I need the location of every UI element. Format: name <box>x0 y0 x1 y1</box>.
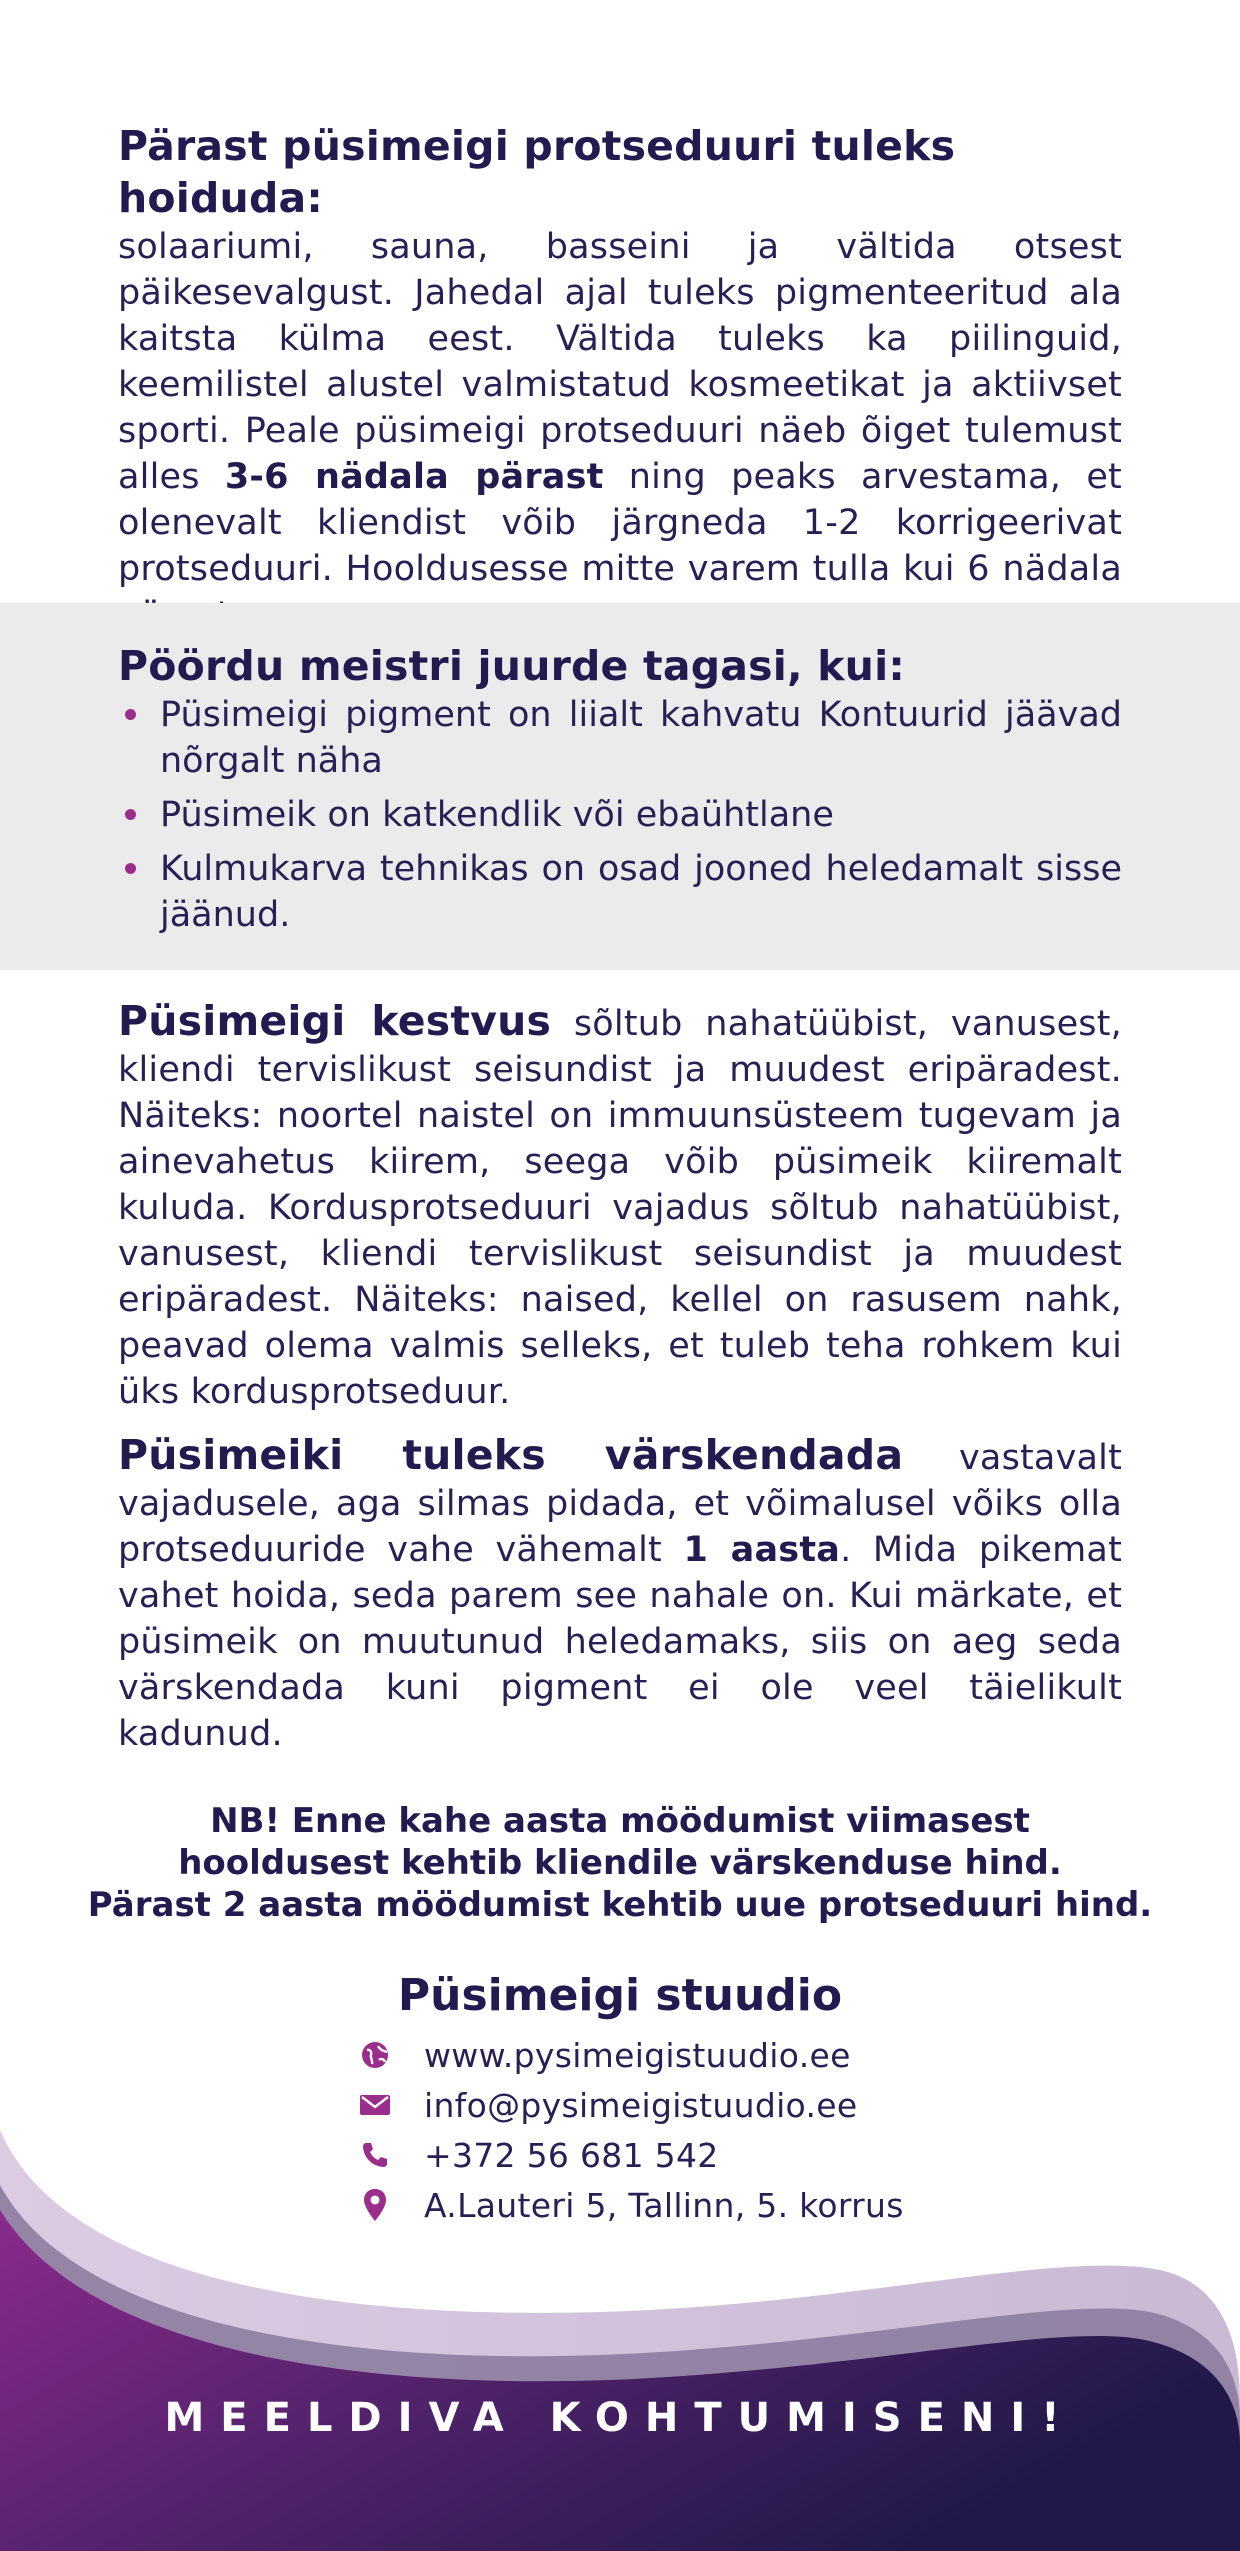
refresh-highlight: 1 aasta <box>683 1530 841 1570</box>
refresh-section <box>118 1432 1122 1757</box>
bullet-icon <box>125 709 136 720</box>
bullet-icon <box>125 809 136 820</box>
list-item: Püsimeigi pigment on liialt kahvatu Kontuurid jäävad nõrgalt näha <box>118 692 1122 784</box>
list-item: Püsimeik on katkendlik või ebaühtlane <box>118 792 1122 838</box>
duration-section <box>118 998 1122 1415</box>
after-care-section <box>118 120 1122 638</box>
contact-phone[interactable]: +372 56 681 542 <box>358 2130 904 2180</box>
contact-list <box>358 2030 904 2230</box>
refresh-text: Püsimeiki tuleks värskendada vastavalt vajadusele, aga silmas pidada, et võimalusel võiks olla protseduuride vahe vähemalt 1 aasta. Mida pikemat vahet hoida, seda parem see nahale on. Kui märkate, et püsimeik on muutunud heledamaks, siis on aeg seda värskendada kuni pigment ei ole veel täielikult kadunud. <box>118 1431 1122 1754</box>
duration-lead: Püsimeigi kestvus <box>118 997 552 1045</box>
price-notice: NB! Enne kahe aasta möödumist viimasest hooldusest kehtib kliendile värskenduse hind. Pärast 2 aasta möödumist kehtib uue protseduuri hind. <box>87 1801 1153 1925</box>
studio-name: Püsimeigi stuudio <box>397 1970 843 2021</box>
return-section <box>118 640 1122 946</box>
contact-website[interactable]: www.pysimeigistuudio.ee <box>358 2030 904 2080</box>
duration-text: Püsimeigi kestvus sõltub nahatüübist, vanusest, kliendi tervislikust seisundist ja muudest eripäradest. Näiteks: noortel naistel on immuunsüsteem tugevam ja ainevahetus kiirem, seega võib püsimeik kiiremalt kuluda. Kordusprotseduuri vajadus sõltub nahatüübist, vanusest, kliendi tervislikust seisundist ja muudest eripäradest. Näiteks: naised, kellel on rasusem nahk, peavad olema valmis selleks, et tuleb teha rohkem kui üks kordusprotseduur. <box>118 997 1122 1412</box>
return-list <box>118 692 1122 938</box>
location-pin-icon <box>358 2188 392 2222</box>
contact-email[interactable]: info@pysimeigistuudio.ee <box>358 2080 904 2130</box>
bullet-icon <box>125 863 136 874</box>
envelope-icon <box>358 2088 392 2122</box>
after-care-heading: Pärast püsimeigi protseduuri tuleks hoiduda: <box>118 122 956 222</box>
phone-icon <box>358 2138 392 2172</box>
list-item: Kulmukarva tehnikas on osad jooned heledamalt sisse jäänud. <box>118 846 1122 938</box>
after-care-text: solaariumi, sauna, basseini ja vältida otsest päikesevalgust. Jahedal ajal tuleks pigmenteeritud ala kaitsta külma eest. Vältida tuleks ka piilinguid, keemilistel alustel valmistatud kosmeetikat ja aktiivset sporti. Peale püsimeigi protseduuri näeb õiget tulemust alles 3-6 nädala pärast ning peaks arvestama, et olenevalt kliendist võib järgneda 1-2 korrigeerivat protseduuri. Hooldusesse mitte varem tulla kui 6 nädala <box>118 227 1122 589</box>
footer-slogan: MEELDIVA KOHTUMISENI! <box>164 2395 1076 2441</box>
after-care-highlight: 3-6 nädala pärast <box>224 457 604 497</box>
globe-icon <box>358 2038 392 2072</box>
contact-address[interactable]: A.Lauteri 5, Tallinn, 5. korrus <box>358 2180 904 2230</box>
refresh-lead: Püsimeiki tuleks värskendada <box>118 1431 904 1479</box>
return-heading: Pöördu meistri juurde tagasi, kui: <box>118 642 905 690</box>
